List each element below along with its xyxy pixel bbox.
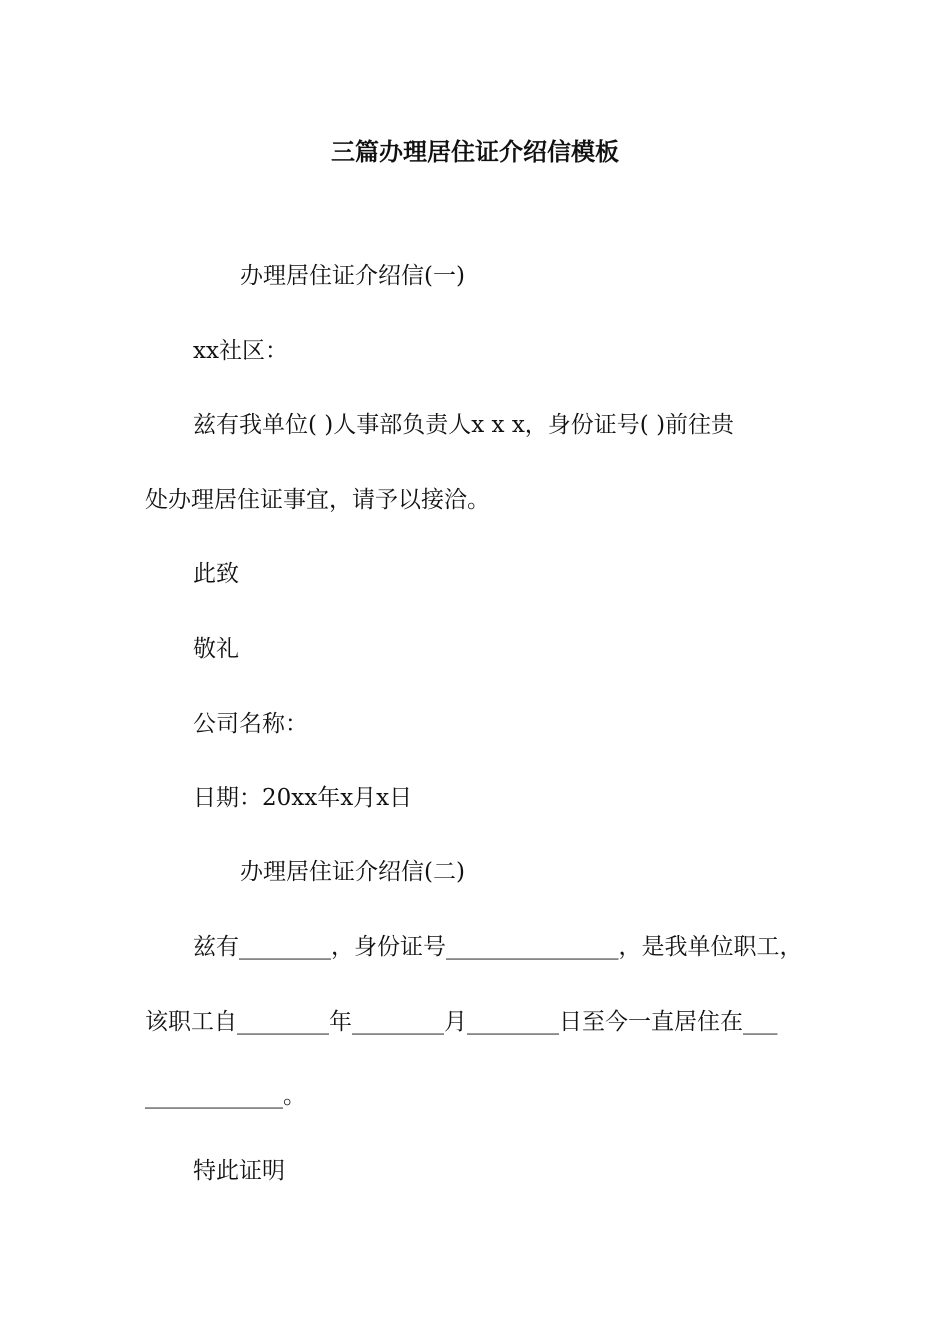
- letter1-closing2: 敬礼: [193, 636, 239, 662]
- letter1-closing1: 此致: [193, 561, 239, 587]
- letter2-body-line2: 该职工自________年________月________日至今一直居住在___: [145, 1009, 778, 1035]
- letter1-body-line1: 兹有我单位( )人事部负责人x x x，身份证号( )前往贵: [193, 412, 735, 438]
- document-title: 三篇办理居住证介绍信模板: [331, 137, 619, 166]
- letter2-closing: 特此证明: [193, 1158, 285, 1184]
- letter1-date: 日期：20xx年x月x日: [193, 785, 413, 811]
- letter2-heading: 办理居住证介绍信(二): [240, 859, 465, 885]
- letter1-heading: 办理居住证介绍信(一): [240, 263, 465, 289]
- letter2-body-line1: 兹有________，身份证号_______________，是我单位职工，: [193, 934, 803, 960]
- letter1-company: 公司名称：: [193, 711, 308, 737]
- letter1-body-line2: 处办理居住证事宜，请予以接洽。: [145, 487, 490, 513]
- letter1-salutation: xx社区：: [193, 338, 288, 364]
- letter2-body-line3: ____________。: [145, 1083, 306, 1109]
